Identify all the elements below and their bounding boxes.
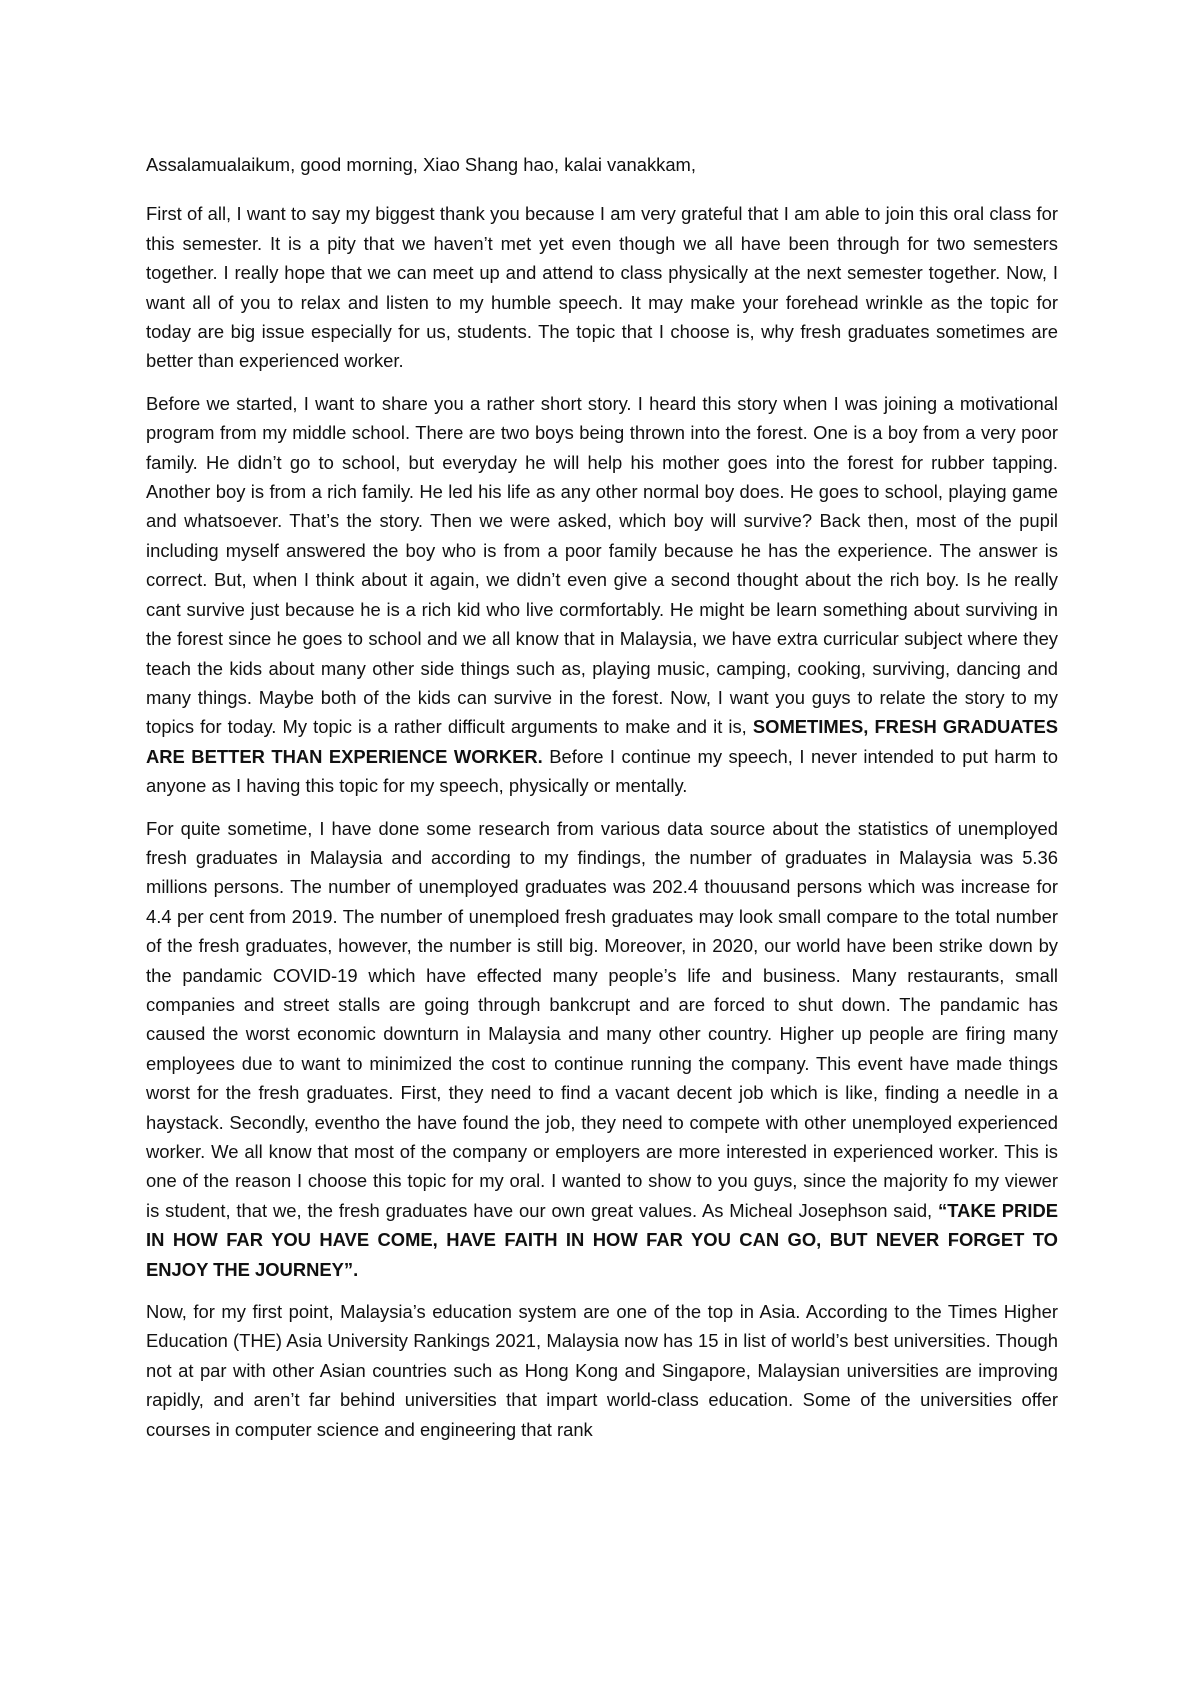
paragraph-introduction: First of all, I want to say my biggest thank you because I am very grateful that I am able to join this oral class for this semester. It is a pity that we haven’t met yet even though we all have been through for two semesters together. I really hope that we can meet up and attend to class physically at the next semester together. Now, I want all of you to relax and listen to my humble speech. It may make your forehead wrinkle as the topic for today are big issue especially for us, students. The topic that I choose is, why fresh graduates sometimes are better than experienced worker. [146, 203, 1058, 372]
speech-body [146, 150, 1058, 1444]
greeting-line: Assalamualaikum, good morning, Xiao Shang hao, kalai vanakkam, [146, 154, 696, 175]
quote-text: “TAKE PRIDE IN HOW FAR YOU HAVE COME, HAVE FAITH IN HOW FAR YOU CAN GO, BUT NEVER FORGET TO ENJOY THE JOURNEY”. [146, 1199, 1058, 1280]
story-closing-text: Before I continue my speech, I never intended to put harm to anyone as I having this topic for my speech, physically or mentally. [146, 745, 1058, 797]
paragraph-first-point: Now, for my first point, Malaysia’s education system are one of the top in Asia. According to the Times Higher Education (THE) Asia University Rankings 2021, Malaysia now has 15 in list of world’s best universities. Though not at par with other Asian countries such as Hong Kong and Singapore, Malaysian universities are improving rapidly, and aren’t far behind universities that impart world-class education. Some of the universities offer courses in computer science and engineering that rank [146, 1301, 1058, 1440]
paragraph-story [146, 389, 1058, 801]
statistics-text: For quite sometime, I have done some research from various data source about the statistics of unemployed fresh graduates in Malaysia and according to my findings, the number of graduates in Malaysia was 5.36 millions persons. The number of unemployed graduates was 202.4 thouusand persons which was increase for 4.4 per cent from 2019. The number of unemploed fresh graduates may look small compare to the total number of the fresh graduates, however, the number is still big. Moreover, in 2020, our world have been strike down by the pandamic COVID-19 which have effected many people’s life and business. Many restaurants, small companies and street stalls are going through bankcrupt and are forced to shut down. The pandamic has caused the worst economic downturn in Malaysia and many other country. Higher up people are firing many employees due to want to minimized the cost to continue running the company. This event have made things worst for the fresh graduates. First, they need to find a vacant decent job which is like, finding a needle in a haystack. Secondly, eventho the have found the job, they need to compete with other unemployed experienced worker. We all know that most of the company or employers are more interested in experienced worker. This is one of the reason I choose this topic for my oral. I wanted to show to you guys, since the majority fo my viewer is student, that we, the fresh graduates have our own great values. As Micheal Josephson said, [146, 817, 1058, 1221]
speech-topic-statement: SOMETIMES, FRESH GRADUATES ARE BETTER THAN EXPERIENCE WORKER. [146, 716, 1058, 767]
story-text: Before we started, I want to share you a rather short story. I heard this story when I was joining a motivational program from my middle school. There are two boys being thrown into the forest. One is a boy from a very poor family. He didn’t go to school, but everyday he will help his mother goes into the forest for rubber tapping. Another boy is from a rich family. He led his life as any other normal boy does. He goes to school, playing game and whatsoever. That’s the story. Then we were asked, which boy will survive? Back then, most of the pupil including myself answered the boy who is from a poor family because he has the experience. The answer is correct. But, when I think about it again, we didn’t even give a second thought about the rich boy. Is he really cant survive just because he is a rich kid who live cormfortably. He might be learn something about surviving in the forest since he goes to school and we all know that in Malaysia, we have extra curricular subject where they teach the kids about many other side things such as, playing music, camping, cooking, surviving, dancing and many things. Maybe both of the kids can survive in the forest. Now, I want you guys to relate the story to my topics for today. My topic is a rather difficult arguments to make and it is, [146, 392, 1058, 738]
paragraph-statistics [146, 814, 1058, 1285]
